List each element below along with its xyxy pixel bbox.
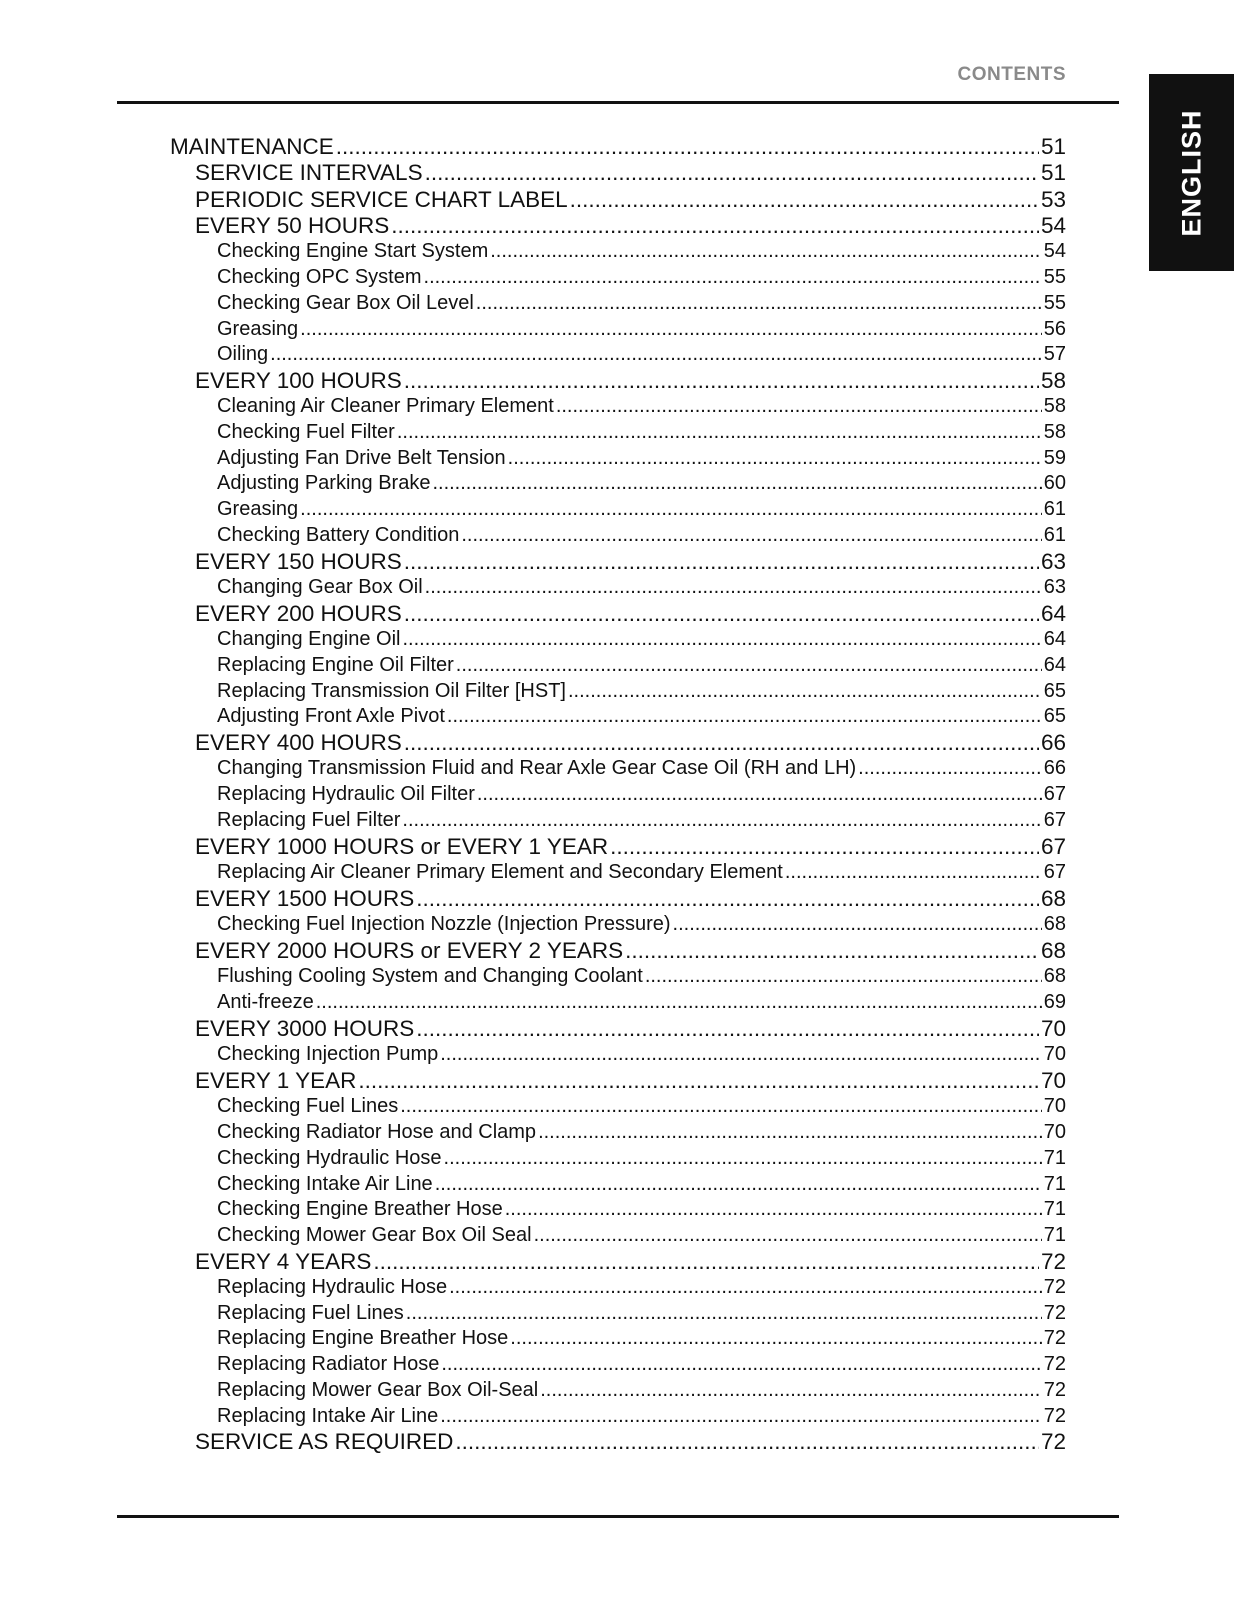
toc-entry-page-number: 71 [1043, 1223, 1066, 1246]
toc-entry-title: Adjusting Front Axle Pivot [217, 705, 445, 728]
toc-entry-title: Replacing Transmission Oil Filter [HST] [217, 679, 566, 702]
toc-dot-leader [270, 342, 1042, 368]
toc-entry[interactable] [170, 1172, 1066, 1198]
header-rule [117, 101, 1119, 104]
toc-dot-leader [444, 1146, 1042, 1172]
toc-dot-leader [610, 834, 1039, 861]
toc-entry-title: EVERY 1000 HOURS or EVERY 1 YEAR [195, 833, 609, 859]
toc-entry[interactable] [170, 549, 1066, 576]
toc-entry-title: Changing Gear Box Oil [217, 576, 423, 599]
toc-entry-page-number: 59 [1043, 446, 1066, 469]
toc-dot-leader [300, 317, 1042, 343]
toc-entry[interactable] [170, 213, 1066, 240]
toc-entry-title: Checking Fuel Lines [217, 1095, 399, 1118]
toc-entry-title: Replacing Hydraulic Hose [217, 1276, 448, 1299]
toc-entry[interactable] [170, 187, 1066, 214]
toc-entry-title: Cleaning Air Cleaner Primary Element [217, 395, 554, 418]
toc-entry-page-number: 72 [1040, 1429, 1066, 1455]
toc-entry-page-number: 57 [1043, 343, 1066, 366]
toc-entry-page-number: 67 [1043, 783, 1066, 806]
toc-dot-leader [490, 240, 1042, 266]
toc-entry[interactable] [170, 1016, 1066, 1043]
toc-entry[interactable] [170, 446, 1066, 472]
table-of-contents [170, 133, 1066, 1456]
toc-entry-page-number: 71 [1043, 1146, 1066, 1169]
toc-dot-leader [425, 575, 1042, 601]
toc-entry[interactable] [170, 420, 1066, 446]
toc-entry-title: Replacing Intake Air Line [217, 1404, 439, 1427]
toc-entry-title: Replacing Fuel Filter [217, 808, 401, 831]
toc-entry-page-number: 55 [1043, 266, 1066, 289]
toc-entry-page-number: 66 [1040, 730, 1066, 755]
toc-dot-leader [556, 394, 1042, 420]
toc-entry-title: Replacing Engine Breather Hose [217, 1327, 509, 1350]
toc-entry-page-number: 69 [1043, 991, 1066, 1014]
toc-entry[interactable] [170, 1352, 1066, 1378]
toc-entry-title: Replacing Mower Gear Box Oil-Seal [217, 1378, 539, 1401]
toc-entry-page-number: 68 [1040, 885, 1066, 911]
toc-dot-leader [373, 1249, 1039, 1276]
toc-entry-page-number: 72 [1043, 1353, 1066, 1376]
toc-dot-leader [441, 1352, 1041, 1378]
toc-entry[interactable] [170, 1404, 1066, 1430]
toc-entry-title: EVERY 400 HOURS [195, 730, 402, 755]
toc-entry-page-number: 65 [1043, 679, 1066, 702]
toc-entry-page-number: 54 [1040, 213, 1066, 238]
toc-entry-page-number: 55 [1043, 291, 1066, 314]
toc-dot-leader [424, 265, 1042, 291]
toc-entry-title: Checking Engine Start System [217, 240, 489, 263]
toc-entry[interactable] [170, 368, 1066, 395]
toc-dot-leader [404, 601, 1039, 628]
toc-entry[interactable] [170, 1068, 1066, 1095]
toc-entry[interactable] [170, 704, 1066, 730]
toc-dot-leader [534, 1223, 1042, 1249]
toc-entry-page-number: 70 [1043, 1043, 1066, 1066]
language-tab-label: ENGLISH [1176, 108, 1206, 237]
toc-entry-title: EVERY 1 YEAR [195, 1068, 357, 1093]
toc-entry-page-number: 70 [1043, 1095, 1066, 1118]
toc-entry-title: Checking Intake Air Line [217, 1172, 433, 1195]
toc-entry-title: Replacing Air Cleaner Primary Element and Secondary Element [217, 861, 783, 884]
toc-entry-page-number: 60 [1043, 472, 1066, 495]
toc-entry-title: Oiling [217, 343, 269, 366]
toc-entry-page-number: 51 [1040, 160, 1066, 185]
toc-entry-title: EVERY 150 HOURS [195, 548, 402, 574]
toc-entry-title: Checking Injection Pump [217, 1043, 439, 1066]
toc-dot-leader [425, 160, 1039, 187]
toc-entry[interactable] [170, 575, 1066, 601]
toc-entry-title: Replacing Hydraulic Oil Filter [217, 783, 475, 806]
toc-dot-leader [510, 1327, 1041, 1353]
toc-dot-leader [477, 782, 1042, 808]
toc-entry-title: Replacing Engine Oil Filter [217, 653, 454, 676]
toc-entry-title: Greasing [217, 498, 299, 521]
toc-dot-leader [568, 679, 1042, 705]
toc-entry-page-number: 67 [1043, 861, 1066, 884]
toc-entry-page-number: 66 [1043, 757, 1066, 780]
toc-dot-leader [456, 653, 1042, 679]
footer-rule [117, 1515, 1119, 1518]
toc-entry[interactable] [170, 757, 1066, 783]
toc-dot-leader [416, 1016, 1039, 1043]
toc-entry-title: PERIODIC SERVICE CHART LABEL [195, 186, 568, 212]
toc-dot-leader [400, 1095, 1042, 1121]
toc-entry[interactable] [170, 938, 1066, 965]
toc-entry[interactable] [170, 160, 1066, 187]
toc-dot-leader [416, 886, 1039, 913]
toc-entry-title: SERVICE AS REQUIRED [195, 1429, 454, 1455]
toc-entry[interactable] [170, 912, 1066, 938]
toc-entry-page-number: 67 [1040, 833, 1066, 859]
toc-dot-leader [785, 860, 1042, 886]
toc-entry-title: Checking OPC System [217, 266, 422, 289]
toc-entry-page-number: 72 [1040, 1248, 1066, 1274]
toc-entry[interactable] [170, 342, 1066, 368]
toc-dot-leader [673, 912, 1042, 938]
toc-entry-page-number: 65 [1043, 705, 1066, 728]
toc-entry-title: Checking Battery Condition [217, 523, 460, 546]
toc-entry-title: Changing Engine Oil [217, 628, 401, 651]
toc-entry-page-number: 58 [1043, 421, 1066, 444]
toc-entry-title: Anti-freeze [217, 991, 314, 1014]
toc-dot-leader [461, 523, 1041, 549]
toc-entry-page-number: 51 [1040, 134, 1066, 159]
toc-entry[interactable] [170, 964, 1066, 990]
toc-entry-title: Checking Engine Breather Hose [217, 1198, 503, 1221]
toc-entry-page-number: 68 [1043, 965, 1066, 988]
toc-dot-leader [432, 472, 1041, 498]
toc-entry[interactable] [170, 240, 1066, 266]
toc-entry-page-number: 54 [1043, 240, 1066, 263]
toc-entry[interactable] [170, 886, 1066, 913]
toc-entry[interactable] [170, 1146, 1066, 1172]
toc-entry[interactable] [170, 394, 1066, 420]
toc-entry-title: MAINTENANCE [170, 134, 334, 159]
toc-entry[interactable] [170, 291, 1066, 317]
toc-entry[interactable] [170, 627, 1066, 653]
toc-entry-page-number: 64 [1043, 628, 1066, 651]
toc-entry-page-number: 72 [1043, 1404, 1066, 1427]
toc-dot-leader [570, 187, 1039, 214]
toc-entry[interactable] [170, 601, 1066, 628]
toc-dot-leader [505, 1197, 1042, 1223]
toc-entry-page-number: 68 [1043, 913, 1066, 936]
toc-dot-leader [391, 213, 1039, 240]
toc-entry-page-number: 61 [1043, 523, 1066, 546]
toc-entry[interactable] [170, 1223, 1066, 1249]
toc-entry-title: EVERY 2000 HOURS or EVERY 2 YEARS [195, 937, 624, 963]
toc-entry-title: Adjusting Parking Brake [217, 472, 431, 495]
toc-entry-title: Checking Radiator Hose and Clamp [217, 1121, 537, 1144]
toc-entry-title: Replacing Fuel Lines [217, 1301, 404, 1324]
toc-entry-page-number: 61 [1043, 498, 1066, 521]
toc-entry[interactable] [170, 808, 1066, 834]
toc-dot-leader [449, 1275, 1042, 1301]
toc-entry-page-number: 67 [1043, 808, 1066, 831]
toc-entry-title: EVERY 50 HOURS [195, 213, 390, 238]
toc-dot-leader [440, 1404, 1042, 1430]
toc-dot-leader [336, 133, 1039, 160]
toc-entry-page-number: 70 [1040, 1068, 1066, 1093]
toc-entry[interactable] [170, 1429, 1066, 1456]
toc-entry[interactable] [170, 653, 1066, 679]
toc-entry-page-number: 56 [1043, 317, 1066, 340]
toc-entry[interactable] [170, 133, 1066, 160]
toc-dot-leader [358, 1068, 1039, 1095]
toc-entry-page-number: 72 [1043, 1301, 1066, 1324]
toc-dot-leader [397, 420, 1042, 446]
toc-entry[interactable] [170, 1042, 1066, 1068]
toc-dot-leader [455, 1429, 1039, 1456]
toc-entry[interactable] [170, 1275, 1066, 1301]
toc-entry[interactable] [170, 317, 1066, 343]
toc-entry[interactable] [170, 1378, 1066, 1404]
language-tab [1149, 74, 1234, 271]
toc-dot-leader [435, 1172, 1042, 1198]
toc-entry[interactable] [170, 1095, 1066, 1121]
toc-entry[interactable] [170, 497, 1066, 523]
toc-entry[interactable] [170, 523, 1066, 549]
toc-entry[interactable] [170, 782, 1066, 808]
toc-dot-leader [540, 1378, 1042, 1404]
toc-entry-page-number: 72 [1043, 1276, 1066, 1299]
toc-entry[interactable] [170, 1249, 1066, 1276]
toc-entry-page-number: 71 [1043, 1198, 1066, 1221]
toc-entry-page-number: 58 [1040, 367, 1066, 393]
toc-entry[interactable] [170, 834, 1066, 861]
toc-entry-page-number: 63 [1043, 576, 1066, 599]
toc-entry[interactable] [170, 1197, 1066, 1223]
toc-entry[interactable] [170, 1301, 1066, 1327]
toc-entry[interactable] [170, 1120, 1066, 1146]
toc-dot-leader [406, 1301, 1042, 1327]
toc-entry-title: Checking Fuel Filter [217, 421, 395, 444]
toc-entry[interactable] [170, 860, 1066, 886]
toc-entry-page-number: 70 [1040, 1015, 1066, 1041]
toc-entry[interactable] [170, 990, 1066, 1016]
toc-entry-title: SERVICE INTERVALS [195, 160, 423, 185]
toc-dot-leader [645, 964, 1042, 990]
toc-entry[interactable] [170, 730, 1066, 757]
toc-entry-page-number: 58 [1043, 395, 1066, 418]
toc-dot-leader [316, 990, 1042, 1016]
toc-entry-title: Checking Fuel Injection Nozzle (Injection Pressure) [217, 913, 671, 936]
toc-entry-page-number: 64 [1043, 653, 1066, 676]
toc-entry[interactable] [170, 1327, 1066, 1353]
toc-entry-title: Replacing Radiator Hose [217, 1353, 440, 1376]
toc-dot-leader [404, 730, 1039, 757]
toc-dot-leader [447, 704, 1042, 730]
toc-dot-leader [402, 627, 1041, 653]
toc-entry-page-number: 71 [1043, 1172, 1066, 1195]
toc-entry-page-number: 70 [1043, 1121, 1066, 1144]
toc-entry-page-number: 63 [1040, 548, 1066, 574]
toc-entry-page-number: 72 [1043, 1378, 1066, 1401]
toc-entry-title: EVERY 1500 HOURS [195, 885, 415, 911]
toc-dot-leader [404, 368, 1039, 395]
toc-dot-leader [508, 446, 1042, 472]
toc-entry-title: Checking Gear Box Oil Level [217, 291, 474, 314]
toc-entry-page-number: 64 [1040, 600, 1066, 626]
toc-entry-title: EVERY 100 HOURS [195, 367, 402, 393]
toc-dot-leader [858, 757, 1042, 783]
toc-dot-leader [402, 808, 1041, 834]
toc-entry-title: Checking Mower Gear Box Oil Seal [217, 1223, 532, 1246]
toc-entry-page-number: 72 [1043, 1327, 1066, 1350]
toc-entry-title: EVERY 4 YEARS [195, 1248, 372, 1274]
toc-entry-title: EVERY 200 HOURS [195, 600, 402, 626]
toc-entry-title: Adjusting Fan Drive Belt Tension [217, 446, 506, 469]
toc-entry[interactable] [170, 679, 1066, 705]
toc-entry[interactable] [170, 265, 1066, 291]
toc-entry-title: EVERY 3000 HOURS [195, 1015, 415, 1041]
section-header-label: CONTENTS [957, 64, 1066, 85]
toc-dot-leader [300, 497, 1042, 523]
toc-entry-page-number: 53 [1040, 186, 1066, 212]
toc-entry-title: Checking Hydraulic Hose [217, 1146, 442, 1169]
toc-entry-title: Changing Transmission Fluid and Rear Axle Gear Case Oil (RH and LH) [217, 757, 857, 780]
toc-entry-title: Flushing Cooling System and Changing Coolant [217, 965, 643, 988]
toc-dot-leader [476, 291, 1042, 317]
toc-dot-leader [404, 549, 1039, 576]
toc-dot-leader [625, 938, 1039, 965]
toc-entry[interactable] [170, 472, 1066, 498]
toc-dot-leader [440, 1042, 1042, 1068]
toc-entry-title: Greasing [217, 317, 299, 340]
toc-dot-leader [538, 1120, 1042, 1146]
toc-entry-page-number: 68 [1040, 937, 1066, 963]
